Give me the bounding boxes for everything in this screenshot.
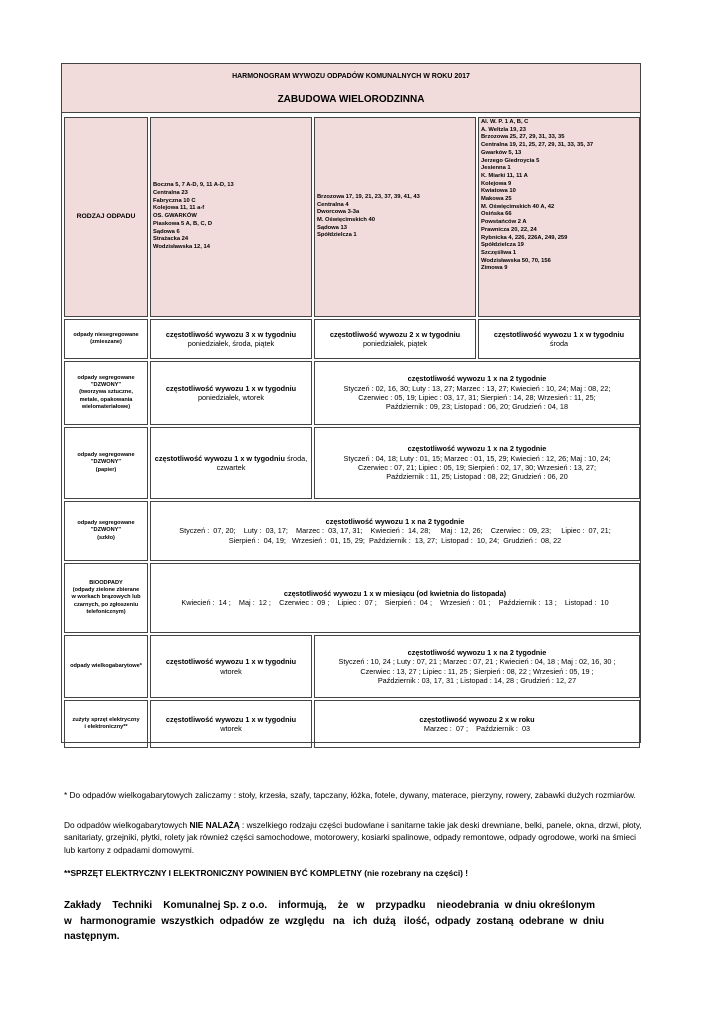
note-electro-complete: **SPRZĘT ELEKTRYCZNY I ELEKTRONICZNY POWINIEN BYĆ KOMPLETNY (nie rozebrany na części) ! xyxy=(64,868,468,878)
frequency-text: częstotliwość wywozu 1 x w tygodniu xyxy=(154,453,285,463)
dates-line: Marzec : 07 ; Październik : 03 xyxy=(423,724,531,733)
street-item: Zimowa 9 xyxy=(481,265,508,272)
street-item: Boczna 5, 7 A-D, 9, 11 A-D, 13 xyxy=(153,182,234,189)
schedule-cell xyxy=(314,319,476,359)
street-item: Wodzisławska 50, 70, 156 xyxy=(481,257,551,264)
street-item: Powstańców 2 A xyxy=(481,219,527,226)
street-item: Szczęśliwa 1 xyxy=(481,249,517,256)
dates-line: Czerwiec : 13, 27 ; Lipiec : 11, 25 ; Sierpień : 08, 22 ; Wrzesień : 05, 19 ; xyxy=(360,666,594,676)
dates-line: Październik : 11, 25; Listopad : 08, 22; Grudzień : 06, 20 xyxy=(386,472,568,482)
schedule-table-frame xyxy=(61,63,641,743)
schedule-title: HARMONOGRAM WYWOZU ODPADÓW KOMUNALNYCH W ROKU 2017 xyxy=(232,73,470,80)
row-bio xyxy=(64,563,640,633)
street-item: Makowa 25 xyxy=(481,196,512,203)
row-paper xyxy=(64,427,640,499)
schedule-cell-wide xyxy=(314,361,640,425)
schedule-cell-full xyxy=(150,563,640,633)
street-item: Wodzisławska 12, 14 xyxy=(153,243,210,250)
street-item: Kwiatowa 10 xyxy=(481,188,516,195)
frequency-text: częstotliwość wywozu 1 x w tygodniu xyxy=(165,383,297,393)
schedule-cell xyxy=(150,635,312,698)
row-mixed-waste xyxy=(64,319,640,359)
frequency-text: częstotliwość wywozu 2 x w tygodniu xyxy=(329,329,461,339)
schedule-cell-wide xyxy=(314,427,640,499)
street-item: Osińska 66 xyxy=(481,211,512,218)
days-text: środa xyxy=(549,339,569,348)
street-item: OS. GWARKÓW xyxy=(153,213,197,220)
days-text: poniedziałek, piątek xyxy=(362,339,428,348)
schedule-cell xyxy=(150,700,312,748)
frequency-text: częstotliwość wywozu 1 x w tygodniu xyxy=(165,714,297,724)
street-item: Brzozowa 17, 19, 21, 23, 37, 39, 41, 43 xyxy=(317,193,420,200)
street-item: Piaskowa 5 A, B, C, D xyxy=(153,220,213,227)
waste-label: odpady wielkogabarytowe* xyxy=(64,635,148,698)
street-item: Sądowa 13 xyxy=(317,224,347,231)
note-company-info: Zakłady Techniki Komunalnej Sp. z o.o. informują, że w przypadku nieodebrania w dniu określonym w harmonogramie wszystkich odpadów ze względu na ich dużą ilość, odpady zostaną odebrane w dniu następnym. xyxy=(64,900,605,942)
schedule-cell-wide xyxy=(314,635,640,698)
schedule-cell-wide xyxy=(314,700,640,748)
dates-line: Czerwiec : 05, 19; Lipiec : 03, 17, 31; Sierpień : 14, 28; Wrzesień : 11, 25; xyxy=(358,393,596,402)
waste-label: odpady segregowane "DZWONY" (tworzywa sztuczne, metale, opakowania wielomateriałowe) xyxy=(64,361,148,425)
row-glass xyxy=(64,501,640,561)
days-text: czwartek xyxy=(216,463,246,472)
street-item: Strażacka 24 xyxy=(153,236,189,243)
dates-line: Sierpień : 04, 19; Wrzesień : 01, 15, 29; Październik : 13, 27; Listopad : 10, 24; Grudzień : 08, 22 xyxy=(228,535,562,545)
schedule-cell-full xyxy=(150,501,640,561)
street-item: Centralna 4 xyxy=(317,201,349,208)
street-item: Fabryczna 10 C xyxy=(153,197,196,204)
days-text: poniedziałek, wtorek xyxy=(197,393,265,402)
frequency-text: częstotliwość wywozu 1 x w miesiącu (od kwietnia do listopada) xyxy=(283,588,507,598)
street-item: Rybnicka 4, 226, 226A, 249, 259 xyxy=(481,234,568,241)
street-item: Spółdzielcza 19 xyxy=(481,242,524,249)
dates-line: Październik : 03, 17, 31 ; Listopad : 14, 28 ; Grudzień : 12, 27 xyxy=(377,675,577,685)
frequency-text: częstotliwość wywozu 1 x na 2 tygodnie xyxy=(407,647,547,657)
street-item: Kolejowa 11, 11 a-f xyxy=(153,205,205,212)
days-text: poniedziałek, środa, piątek xyxy=(187,339,275,348)
street-item: A. Weltzla 19, 23 xyxy=(481,126,526,133)
street-item: Brzozowa 25, 27, 29, 31, 33, 35 xyxy=(481,134,565,141)
street-group-3 xyxy=(478,117,640,317)
street-group-1 xyxy=(150,117,312,317)
street-item: Gwarków 5, 13 xyxy=(481,149,522,156)
waste-label: odpady niesegregowane (zmieszane) xyxy=(64,319,148,359)
street-item: Centralna 23 xyxy=(153,190,188,197)
street-item: Al. W. P. 1 A, B, C xyxy=(481,119,529,125)
dates-line: Kwiecień : 14 ; Maj : 12 ; Czerwiec : 09 ; Lipiec : 07 ; Sierpień : 04 ; Wrzesień : 01 ; Październik : 13 ; Listopad : 10 xyxy=(181,598,609,607)
street-item: M. Oświęcimskich 40 A, 42 xyxy=(481,203,555,210)
street-item: Jerzego Giedroycia 5 xyxy=(481,157,540,164)
frequency-text: częstotliwość wywozu 1 x na 2 tygodnie xyxy=(325,516,465,526)
street-item: Centralna 19, 21, 25, 27, 29, 31, 33, 35, 37 xyxy=(481,142,594,149)
frequency-text: częstotliwość wywozu 2 x w roku xyxy=(419,714,535,724)
frequency-text: częstotliwość wywozu 1 x na 2 tygodnie xyxy=(407,374,547,384)
street-item: Dworcowa 3-3a xyxy=(317,209,360,216)
street-item: Jesienna 1 xyxy=(481,165,511,172)
street-item: Prawnicza 20, 22, 24 xyxy=(481,226,537,233)
frequency-text: częstotliwość wywozu 1 x w tygodniu xyxy=(493,329,625,339)
dates-line: Styczeń : 10, 24 ; Luty : 07, 21 ; Marzec : 07, 21 ; Kwiecień : 04, 18 ; Maj : 02, 16, 30 ; xyxy=(338,657,616,667)
street-item: M. Oświęcimskich 40 xyxy=(317,217,375,223)
schedule-table xyxy=(62,115,642,750)
row-electro xyxy=(64,700,640,748)
frequency-text: częstotliwość wywozu 1 x na 2 tygodnie xyxy=(407,444,547,454)
days-text: wtorek xyxy=(220,666,242,676)
address-row xyxy=(64,117,640,317)
street-item: Kolejowa 9 xyxy=(481,180,512,187)
street-item: Sądowa 6 xyxy=(153,228,180,235)
dates-line: Styczeń : 04, 18; Luty : 01, 15; Marzec : 01, 15, 29; Kwiecień : 12, 26; Maj : 10, 24; xyxy=(343,453,611,463)
table-header xyxy=(62,64,640,113)
street-item: Spółdzielcza 1 xyxy=(317,232,357,239)
dates-line: Czerwiec : 07, 21; Lipiec : 05, 19; Sierpień : 02, 17, 30; Wrzesień : 13, 27; xyxy=(358,463,596,472)
row-bulky xyxy=(64,635,640,698)
schedule-cell xyxy=(150,427,312,499)
dates-line: Styczeń : 02, 16, 30; Luty : 13, 27; Marzec : 13, 27; Kwiecień : 10, 24; Maj : 08, 22; xyxy=(343,383,611,393)
waste-label: BIOODPADY (odpady zielone zbierane w workach brązowych lub czarnych, po zgłoszeniu telefonicznym) xyxy=(64,563,148,633)
days-text: środa, xyxy=(286,453,308,463)
frequency-text: częstotliwość wywozu 1 x w tygodniu xyxy=(165,657,297,667)
row-plastic xyxy=(64,361,640,425)
schedule-subtitle: ZABUDOWA WIELORODZINNA xyxy=(277,94,425,105)
waste-label: odpady segregowane "DZWONY" (papier) xyxy=(64,427,148,499)
street-item: K. Miarki 11, 11 A xyxy=(481,172,528,179)
note-bulky-definition: * Do odpadów wielkogabarytowych zaliczamy : stoły, krzesła, szafy, tapczany, łóżka, fotele, dywany, materace, pierzyny, rowery, zabawki dużych rozmiarów. xyxy=(64,790,636,800)
frequency-text: częstotliwość wywozu 3 x w tygodniu xyxy=(165,329,297,339)
dates-line: Październik : 09, 23; Listopad : 06, 20; Grudzień : 04, 18 xyxy=(385,402,569,412)
schedule-cell xyxy=(150,361,312,425)
schedule-cell xyxy=(478,319,640,359)
waste-type-header: RODZAJ ODPADU xyxy=(64,117,148,317)
dates-line: Styczeń : 07, 20; Luty : 03, 17; Marzec : 03, 17, 31; Kwiecień : 14, 28; Maj : 12, 26; Czerwiec : 09, 23; Lipiec : 07, 21; xyxy=(179,526,611,536)
waste-label: zużyty sprzęt elektryczny i elektroniczny** xyxy=(64,700,148,748)
schedule-cell xyxy=(150,319,312,359)
note-bulky-exclusions: Do odpadów wielkogabarytowych NIE NALAŻĄ : wszelkiego rodzaju części budowlane i sanitarne takie jak deski drewniane, belki, panele, okna, drzwi, płoty, sanitariaty, grzejniki, płytki, rolety jak również części samochodowe, motorowery, kosiarki spalinowe, odpady remontowe, odpady ogrodowe, worki na śmieci lub kartony z odpadami domowymi. xyxy=(64,820,642,855)
street-group-2 xyxy=(314,117,476,317)
waste-label: odpady segregowane "DZWONY" (szkło) xyxy=(64,501,148,561)
days-text: wtorek xyxy=(220,724,242,733)
